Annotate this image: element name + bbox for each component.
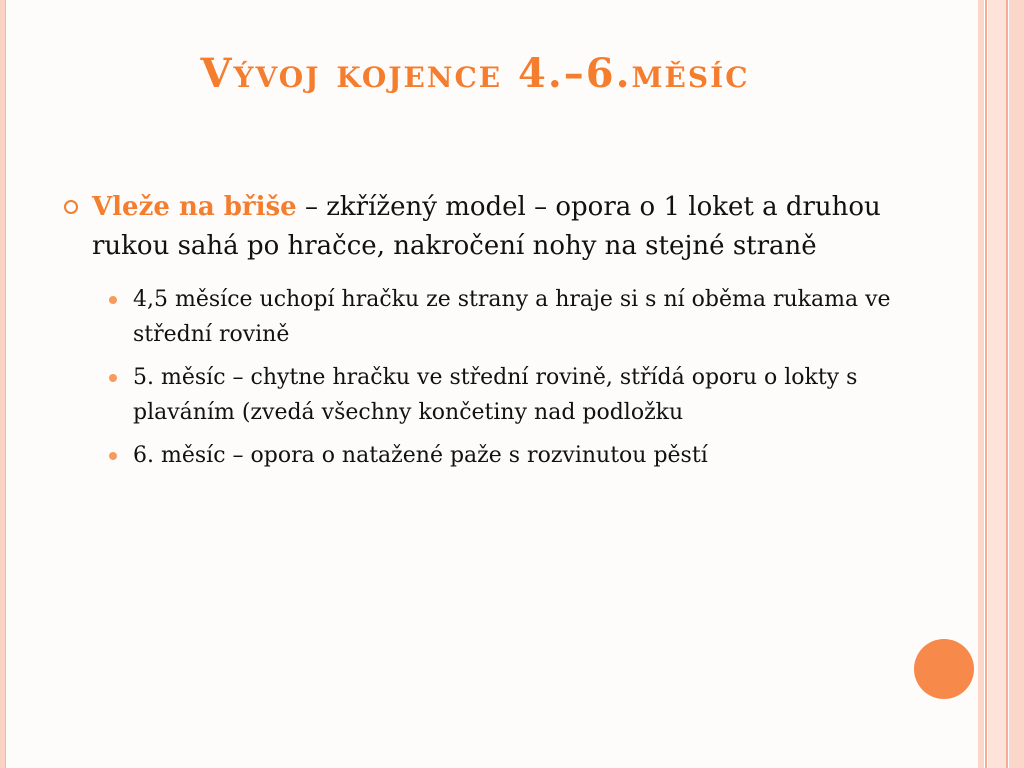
sub-item-text: 6. měsíc – opora o natažené paže s rozvinutou pěstí (133, 443, 708, 468)
sub-item-text: 4,5 měsíce uchopí hračku ze strany a hraje si s ní oběma rukama ve střední rovině (133, 287, 891, 347)
main-item-text: – zkřížený model – opora o 1 loket a druhou rukou sahá po hračce, nakročení nohy na stejné straně (92, 192, 881, 261)
slide-title: Vývoj kojence 4.–6.měsíc (200, 50, 750, 97)
bullet-list (62, 188, 942, 481)
sub-bullet-item (106, 438, 942, 473)
orange-circle-icon (914, 639, 974, 699)
sub-item-text: 5. měsíc – chytne hračku ve střední rovině, střídá oporu o lokty s plaváním (zvedá všechny končetiny nad podložku (133, 365, 858, 425)
sub-bullet-item (106, 282, 942, 352)
filled-dot-bullet-icon (109, 452, 117, 460)
filled-dot-bullet-icon (109, 296, 117, 304)
right-frame-stripe (1006, 0, 1008, 768)
right-frame-stripe (985, 0, 987, 768)
filled-dot-bullet-icon (109, 374, 117, 382)
right-frame-stripe (978, 0, 984, 768)
sub-bullet-list (62, 282, 942, 473)
right-frame-stripe (988, 0, 1006, 768)
sub-bullet-item (106, 360, 942, 430)
highlighted-term: Vleže na břiše (92, 192, 297, 222)
hollow-circle-bullet-icon (64, 200, 78, 214)
main-bullet-item (62, 188, 942, 266)
right-frame-stripe (1009, 0, 1024, 768)
